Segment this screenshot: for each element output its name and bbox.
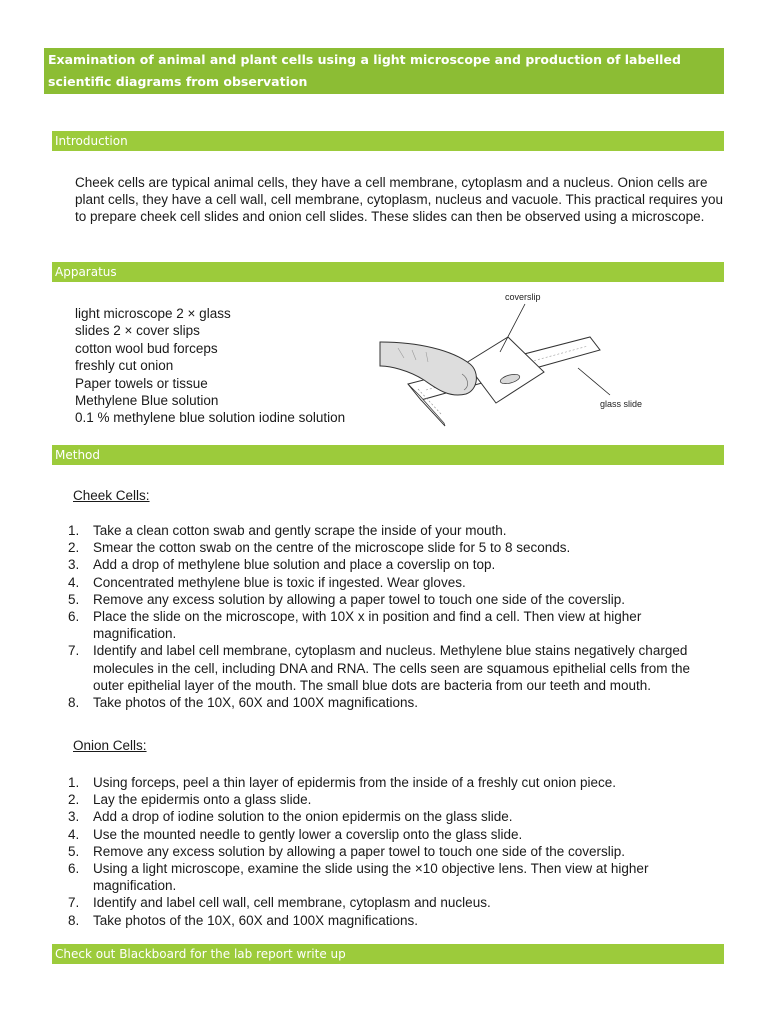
page-title: Examination of animal and plant cells using a light microscope and production of labelled scientific diagrams from observation <box>44 48 724 94</box>
step-number: 3. <box>68 557 80 573</box>
step-number: 2. <box>68 792 80 808</box>
list-item <box>68 912 708 929</box>
step-number: 8. <box>68 912 80 928</box>
step-text: Lay the epidermis onto a glass slide. <box>93 792 312 808</box>
step-number: 4. <box>68 826 80 842</box>
step-text: Concentrated methylene blue is toxic if ingested. Wear gloves. <box>93 574 466 590</box>
list-item <box>68 860 708 894</box>
cheek-cells-heading: Cheek Cells: <box>73 488 150 503</box>
list-item <box>68 591 708 608</box>
step-number: 1. <box>68 523 80 538</box>
list-item <box>68 808 708 825</box>
list-item <box>68 539 708 556</box>
list-item <box>68 574 708 591</box>
list-item <box>68 522 708 539</box>
step-number: 8. <box>68 695 80 711</box>
coverslip-shape <box>466 337 544 403</box>
step-text: Identify and label cell wall, cell membrane, cytoplasm and nucleus. <box>93 895 491 911</box>
cheek-steps-list <box>68 522 708 711</box>
apparatus-item: Methylene Blue solution <box>75 393 219 409</box>
step-number: 3. <box>68 809 80 825</box>
apparatus-item: Paper towels or tissue <box>75 375 208 391</box>
step-number: 5. <box>68 843 80 859</box>
step-text: Using a light microscope, examine the slide using the ×10 objective lens. Then view at higher magnification. <box>93 861 649 894</box>
footer-note: Check out Blackboard for the lab report write up <box>52 944 724 964</box>
step-text: Place the slide on the microscope, with 10X x in position and find a cell. Then view at higher magnification. <box>93 609 642 642</box>
apparatus-item: freshly cut onion <box>75 358 174 374</box>
step-text: Use the mounted needle to gently lower a coverslip onto the glass slide. <box>93 826 523 842</box>
apparatus-item: cotton wool bud forceps <box>75 340 218 356</box>
step-number: 2. <box>68 540 80 556</box>
coverslip-label: coverslip <box>505 292 541 302</box>
section-header-apparatus: Apparatus <box>52 262 724 282</box>
step-number: 5. <box>68 591 80 607</box>
list-item <box>68 694 708 711</box>
step-text: Smear the cotton swab on the centre of the microscope slide for 5 to 8 seconds. <box>93 540 571 556</box>
glass-slide-pointer <box>578 368 610 395</box>
onion-cells-heading: Onion Cells: <box>73 738 147 753</box>
section-header-introduction: Introduction <box>52 131 724 151</box>
step-number: 4. <box>68 574 80 590</box>
step-text: Take a clean cotton swab and gently scrape the inside of your mouth. <box>93 523 507 538</box>
slide-coverslip-diagram <box>378 286 643 430</box>
step-text: Add a drop of iodine solution to the onion epidermis on the glass slide. <box>93 809 513 825</box>
list-item <box>68 826 708 843</box>
step-text: Take photos of the 10X, 60X and 100X magnifications. <box>93 695 418 711</box>
step-number: 7. <box>68 895 80 911</box>
step-text: Remove any excess solution by allowing a paper towel to touch one side of the coverslip. <box>93 843 626 859</box>
introduction-text: Cheek cells are typical animal cells, they have a cell membrane, cytoplasm and a nucleus. Onion cells are plant cells, they have a cell wall, cell membrane, cytoplasm, nucleus and vacuole. This practical requires you to prepare cheek cell slides and onion cell slides. These slides can then be observed using a microscope. <box>75 175 724 225</box>
step-text: Add a drop of methylene blue solution and place a coverslip on top. <box>93 557 496 573</box>
section-header-method: Method <box>52 445 724 465</box>
step-number: 1. <box>68 775 80 790</box>
list-item <box>68 791 708 808</box>
onion-steps-list <box>68 774 708 929</box>
list-item <box>68 556 708 573</box>
apparatus-item: light microscope 2 × glass <box>75 306 231 321</box>
list-item <box>68 642 708 694</box>
step-number: 7. <box>68 643 80 659</box>
apparatus-item: 0.1 % methylene blue solution iodine solution <box>75 410 346 426</box>
step-number: 6. <box>68 861 80 877</box>
step-text: Take photos of the 10X, 60X and 100X magnifications. <box>93 912 418 928</box>
step-text: Using forceps, peel a thin layer of epidermis from the inside of a freshly cut onion piece. <box>93 775 617 790</box>
glass-slide-label: glass slide <box>600 399 643 409</box>
step-text: Identify and label cell membrane, cytoplasm and nucleus. Methylene blue stains negatively charged molecules in the cell, including DNA and RNA. The cells seen are squamous epithelial cells from the outer epithelial layer of the mouth. The small blue dots are bacteria from our teeth and mouth. <box>93 643 691 693</box>
apparatus-item: slides 2 × cover slips <box>75 323 200 339</box>
apparatus-list <box>75 305 375 427</box>
step-number: 6. <box>68 609 80 625</box>
list-item <box>68 774 708 791</box>
list-item <box>68 843 708 860</box>
list-item <box>68 608 708 642</box>
step-text: Remove any excess solution by allowing a paper towel to touch one side of the coverslip. <box>93 591 626 607</box>
list-item <box>68 894 708 911</box>
